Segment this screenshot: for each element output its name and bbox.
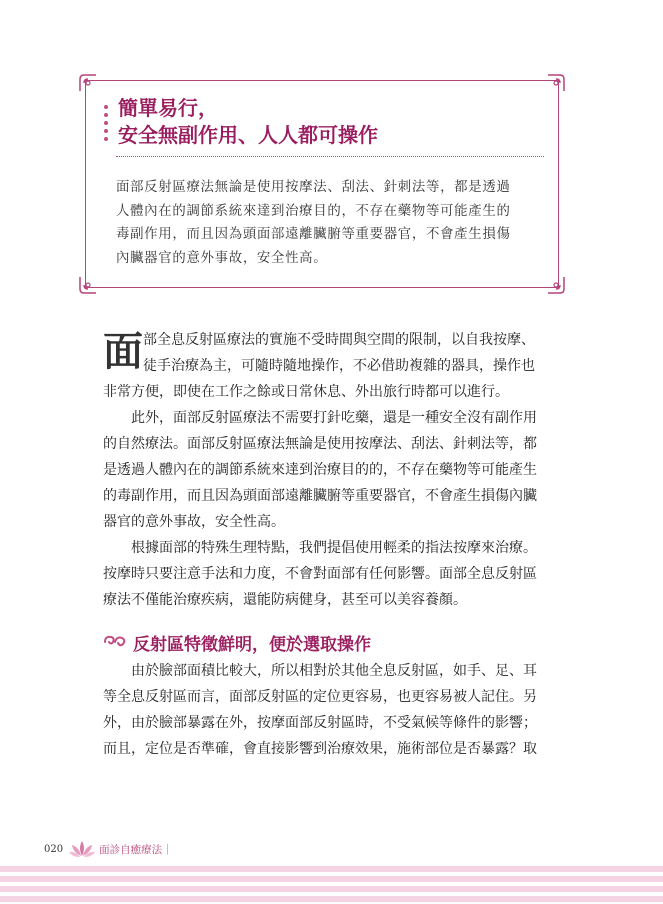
section-title: 反射區特徵鮮明，便於選取操作 [133, 634, 371, 655]
paragraph-line: 器官的意外事故，安全性高。 [103, 514, 285, 530]
drop-cap: 面 [103, 329, 143, 375]
section-swirl-icon [103, 634, 127, 650]
callout-body-line: 毒副作用，而且因為頭面部遠離臟腑等重要器官，不會產生損傷 [116, 227, 511, 242]
callout-body-line: 面部反射區療法無論是使用按摩法、刮法、針刺法等，都是透過 [116, 180, 511, 195]
paragraph-line: 根據面部的特殊生理特點，我們提倡使用輕柔的指法按摩來治療。 [131, 540, 537, 556]
paragraph-line: 等全息反射區而言，面部反射區的定位更容易，也更容易被人記住。另 [103, 689, 537, 705]
paragraph-line: 徒手治療為主，可隨時隨地操作，不必借助複雜的器具，操作也 [143, 358, 535, 374]
section-heading [103, 630, 371, 654]
article-body [103, 327, 573, 613]
article-body-continued [103, 658, 573, 762]
paragraph-line: 部全息反射區療法的實施不受時間與空間的限制，以自我按摩、 [143, 332, 535, 348]
dotted-divider [116, 156, 544, 157]
page-footer [44, 838, 173, 860]
paragraph-line: 是透過人體內在的調節系統來達到治療目的的，不存在藥物等可能產生 [103, 462, 537, 478]
book-title: 面診自癒療法｜ [99, 843, 173, 856]
paragraph-line: 此外，面部反射區療法不需要打針吃藥，還是一種安全沒有副作用 [131, 410, 537, 426]
paragraph-line: 外，由於臉部暴露在外，按摩面部反射區時，不受氣候等條件的影響； [103, 715, 537, 731]
callout-body-line: 內臟器官的意外事故，安全性高。 [116, 250, 328, 266]
paragraph-line: 由於臉部面積比較大，所以相對於其他全息反射區，如手、足、耳 [131, 663, 537, 679]
footer-stripes [0, 866, 663, 904]
corner-ornament-icon [546, 275, 566, 295]
paragraph-line: 非常方便，即使在工作之餘或日常休息、外出旅行時都可以進行。 [103, 384, 509, 400]
lotus-icon [69, 840, 95, 858]
corner-ornament-icon [78, 73, 98, 93]
callout-box [85, 80, 559, 288]
paragraph-line: 的自然療法。面部反射區療法無論是使用按摩法、刮法、針刺法等，都 [103, 436, 537, 452]
paragraph-line: 療法不僅能治療疾病，還能防病健身，甚至可以美容養顏。 [103, 592, 467, 608]
page-number: 020 [44, 843, 64, 855]
callout-title-line: 安全無副作用、人人都可操作 [118, 123, 378, 147]
callout-title [118, 95, 378, 149]
paragraph-line: 的毒副作用，而且因為頭面部遠離臟腑等重要器官，不會產生損傷內臟 [103, 488, 537, 504]
corner-ornament-icon [78, 275, 98, 295]
corner-ornament-icon [546, 73, 566, 93]
callout-title-line: 簡單易行， [118, 96, 218, 120]
paragraph-line: 而且，定位是否準確，會直接影響到治療效果，施術部位是否暴露？取 [103, 741, 537, 757]
paragraph-line: 按摩時只要注意手法和力度，不會對面部有任何影響。面部全息反射區 [103, 566, 537, 582]
title-dots-decoration [103, 105, 109, 145]
callout-body [116, 176, 536, 270]
callout-body-line: 人體內在的調節系統來達到治療目的，不存在藥物等可能產生的 [116, 203, 511, 219]
